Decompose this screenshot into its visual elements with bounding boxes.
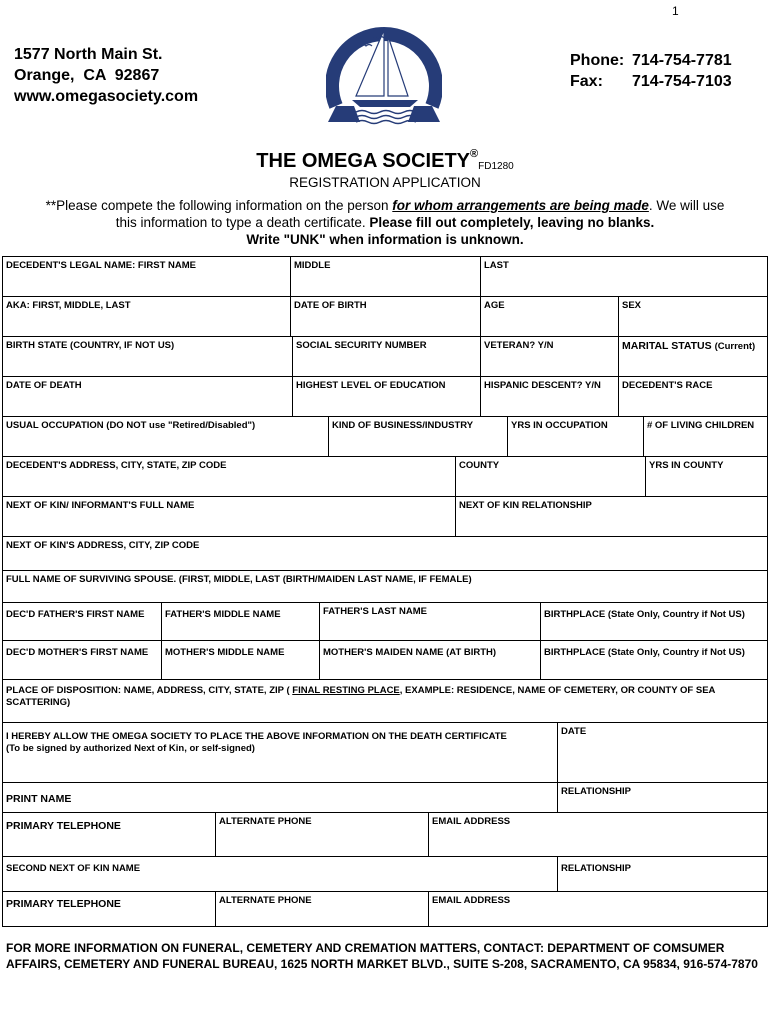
- field-race[interactable]: DECEDENT'S RACE: [618, 376, 768, 417]
- address-line-2: Orange, CA 92867: [14, 67, 160, 84]
- field-marital-status[interactable]: [618, 336, 768, 377]
- field-primary-telephone[interactable]: PRIMARY TELEPHONE: [2, 812, 216, 857]
- instructions-emphasis: for whom arrangements are being made: [392, 198, 649, 213]
- field-aka[interactable]: AKA: FIRST, MIDDLE, LAST: [2, 296, 291, 337]
- field-education[interactable]: HIGHEST LEVEL OF EDUCATION: [292, 376, 481, 417]
- address-line-1: 1577 North Main St.: [14, 46, 163, 63]
- disposition-label: PLACE OF DISPOSITION: NAME, ADDRESS, CITY, STATE, ZIP (: [6, 685, 293, 696]
- instructions-part-2: . We will use this information to type a death certificate.: [115, 198, 725, 230]
- field-surviving-spouse[interactable]: FULL NAME OF SURVIVING SPOUSE. (FIRST, MIDDLE, LAST (BIRTH/MAIDEN LAST NAME, IF FEMALE): [2, 570, 768, 603]
- field-next-of-kin-address[interactable]: NEXT OF KIN'S ADDRESS, CITY, ZIP CODE: [2, 536, 768, 571]
- field-decedent-address[interactable]: DECEDENT'S ADDRESS, CITY, STATE, ZIP CODE: [2, 456, 456, 497]
- omega-sailboat-logo: [326, 10, 442, 134]
- page-subtitle: REGISTRATION APPLICATION: [289, 175, 481, 190]
- field-ssn[interactable]: SOCIAL SECURITY NUMBER: [292, 336, 481, 377]
- field-primary-telephone-2[interactable]: PRIMARY TELEPHONE: [2, 891, 216, 927]
- page-title: [0, 150, 770, 173]
- field-date[interactable]: DATE: [557, 722, 768, 783]
- marital-current: (Current): [714, 341, 756, 352]
- field-next-of-kin-name[interactable]: NEXT OF KIN/ INFORMANT'S FULL NAME: [2, 496, 456, 537]
- authorization-statement: I HEREBY ALLOW THE OMEGA SOCIETY TO PLACE THE ABOVE INFORMATION ON THE DEATH CERTIFICATE: [6, 731, 507, 742]
- field-father-birthplace[interactable]: BIRTHPLACE (State Only, Country if Not US): [540, 602, 768, 641]
- field-last-name[interactable]: LAST: [480, 256, 768, 297]
- contact-block: [570, 50, 732, 92]
- instructions: [40, 197, 730, 248]
- field-county[interactable]: COUNTY: [455, 456, 646, 497]
- field-mother-birthplace[interactable]: BIRTHPLACE (State Only, Country if Not US): [540, 640, 768, 680]
- registered-mark: ®: [470, 148, 479, 160]
- field-signature[interactable]: [2, 722, 558, 783]
- field-father-last[interactable]: FATHER'S LAST NAME: [319, 602, 541, 641]
- field-father-first[interactable]: DEC'D FATHER'S FIRST NAME: [2, 602, 162, 641]
- field-mother-middle[interactable]: MOTHER'S MIDDLE NAME: [161, 640, 320, 680]
- instructions-bold-2: Write "UNK" when information is unknown.: [246, 232, 524, 247]
- field-living-children[interactable]: # OF LIVING CHILDREN: [643, 416, 768, 457]
- field-years-county[interactable]: YRS IN COUNTY: [645, 456, 768, 497]
- field-sex[interactable]: SEX: [618, 296, 768, 337]
- field-email-address-2[interactable]: EMAIL ADDRESS: [428, 891, 768, 927]
- field-middle-name[interactable]: MIDDLE: [290, 256, 481, 297]
- field-print-name[interactable]: PRINT NAME: [2, 782, 558, 813]
- field-hispanic-descent[interactable]: HISPANIC DESCENT? Y/N: [480, 376, 619, 417]
- address-block: [14, 44, 198, 107]
- page-number: 1: [672, 4, 679, 18]
- field-years-occupation[interactable]: YRS IN OCCUPATION: [507, 416, 644, 457]
- phone-label: Phone:: [570, 52, 625, 69]
- phone-number: 714-754-7781: [632, 52, 732, 69]
- field-email-address[interactable]: EMAIL ADDRESS: [428, 812, 768, 857]
- disposition-final-resting-place: FINAL RESTING PLACE: [292, 685, 400, 696]
- marital-label: MARITAL STATUS: [622, 340, 712, 352]
- fax-number: 714-754-7103: [632, 73, 732, 90]
- authorization-note: (To be signed by authorized Next of Kin, or self-signed): [6, 743, 255, 754]
- field-second-next-of-kin[interactable]: SECOND NEXT OF KIN NAME: [2, 856, 558, 892]
- field-occupation[interactable]: USUAL OCCUPATION (DO NOT use "Retired/Disabled"): [2, 416, 329, 457]
- field-relationship-2[interactable]: RELATIONSHIP: [557, 856, 768, 892]
- field-next-of-kin-relationship[interactable]: NEXT OF KIN RELATIONSHIP: [455, 496, 768, 537]
- instructions-part-1: **Please compete the following information on the person: [45, 198, 393, 213]
- field-alternate-phone[interactable]: ALTERNATE PHONE: [215, 812, 429, 857]
- field-place-of-disposition[interactable]: [2, 679, 768, 723]
- field-alternate-phone-2[interactable]: ALTERNATE PHONE: [215, 891, 429, 927]
- disposition-example: , EXAMPLE: RESIDENCE, NAME OF CEMETERY, OR COUNTY OF SEA SCATTERING): [6, 685, 716, 708]
- field-business[interactable]: KIND OF BUSINESS/INDUSTRY: [328, 416, 508, 457]
- org-name: THE OMEGA SOCIETY: [256, 150, 471, 172]
- field-veteran[interactable]: VETERAN? Y/N: [480, 336, 619, 377]
- field-mother-first[interactable]: DEC'D MOTHER'S FIRST NAME: [2, 640, 162, 680]
- field-first-name[interactable]: DECEDENT'S LEGAL NAME: FIRST NAME: [2, 256, 291, 297]
- field-relationship[interactable]: RELATIONSHIP: [557, 782, 768, 813]
- field-father-middle[interactable]: FATHER'S MIDDLE NAME: [161, 602, 320, 641]
- footer-note: FOR MORE INFORMATION ON FUNERAL, CEMETERY AND CREMATION MATTERS, CONTACT: DEPARTMENT OF COMSUMER AFFAIRS, CEMETERY AND FUNERAL BUREAU, 1625 NORTH MARKET BLVD., SUITE S-208, SACRAMENTO, CA 95834, 916-574-7870: [6, 941, 758, 971]
- field-date-of-death[interactable]: DATE OF DEATH: [2, 376, 293, 417]
- field-mother-maiden[interactable]: MOTHER'S MAIDEN NAME (AT BIRTH): [319, 640, 541, 680]
- field-date-of-birth[interactable]: DATE OF BIRTH: [290, 296, 481, 337]
- fax-label: Fax:: [570, 73, 603, 90]
- website: www.omegasociety.com: [14, 88, 199, 105]
- field-age[interactable]: AGE: [480, 296, 619, 337]
- field-birth-state[interactable]: BIRTH STATE (COUNTRY, IF NOT US): [2, 336, 293, 377]
- form-code: FD1280: [478, 161, 514, 172]
- instructions-bold-1: Please fill out completely, leaving no blanks.: [369, 215, 655, 230]
- registration-form: [3, 257, 769, 928]
